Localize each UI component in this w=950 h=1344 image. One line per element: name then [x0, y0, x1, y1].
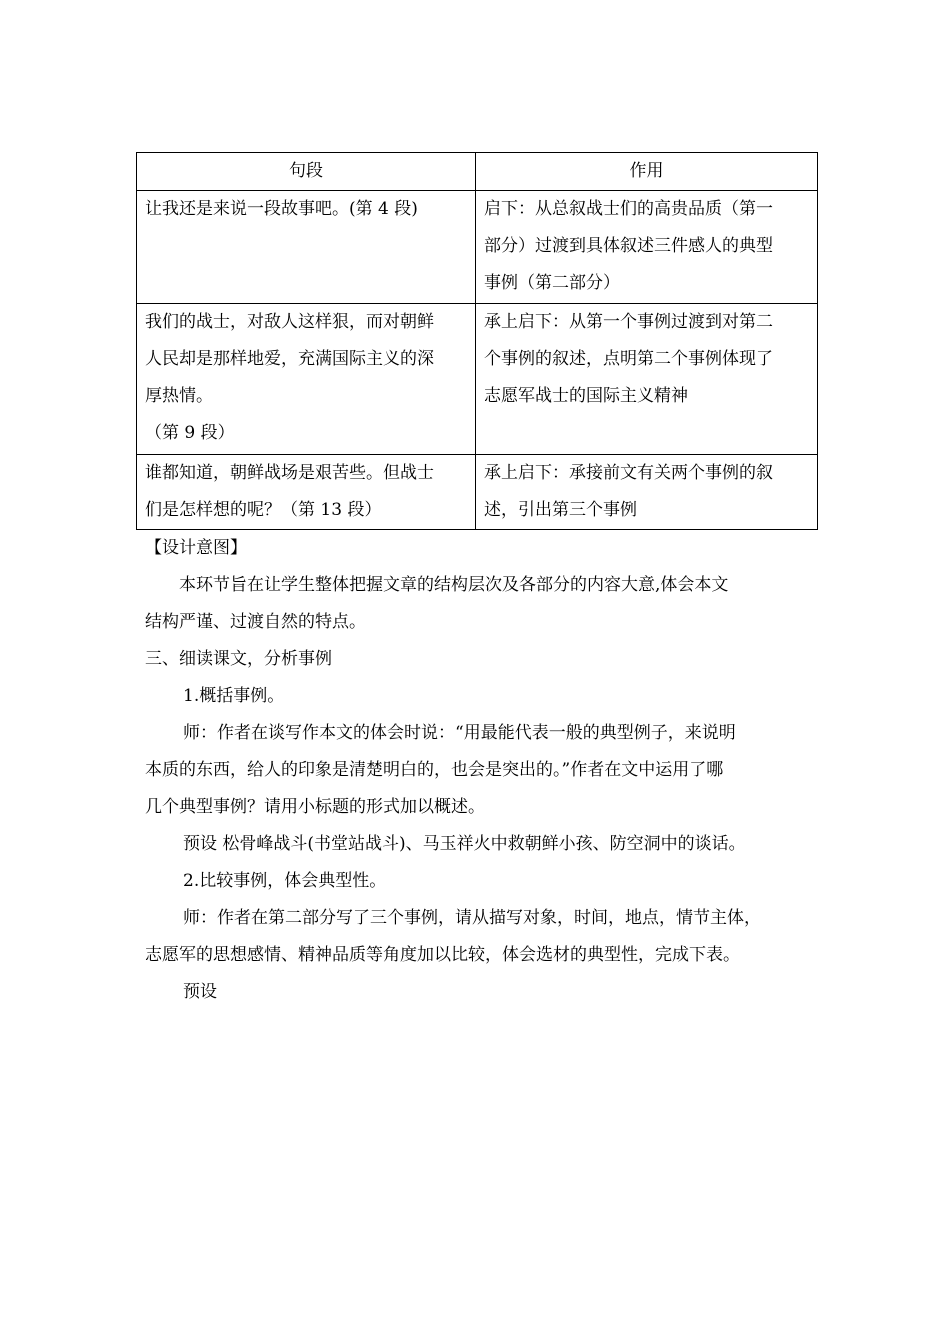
paragraph-line: 本质的东西，给人的印象是清楚明白的，也会是突出的。”作者在文中运用了哪: [145, 760, 724, 780]
cell-line: 事例（第二部分）: [484, 273, 620, 293]
paragraph-line: 志愿军的思想感情、精神品质等角度加以比较，体会选材的典型性，完成下表。: [145, 945, 740, 965]
cell-line: 谁都知道，朝鲜战场是艰苦些。但战士: [145, 463, 434, 483]
section-heading: 三、细读课文，分析事例: [145, 649, 332, 669]
paragraph-line: 师：作者在第二部分写了三个事例，请从描写对象，时间，地点，情节主体，: [183, 908, 761, 928]
cell-line: 们是怎样想的呢？（第 13 段）: [145, 500, 382, 520]
cell-line: 厚热情。: [145, 386, 213, 406]
design-intent-paragraph: [145, 567, 813, 641]
cell-line: 承上启下：承接前文有关两个事例的叙: [484, 463, 773, 483]
cell-line: 让我还是来说一段故事吧。(第 4 段): [145, 199, 418, 219]
paragraph-line: 师：作者在谈写作本文的体会时说：“用最能代表一般的典型例子，来说明: [183, 723, 736, 743]
paragraph-line: 结构严谨、过渡自然的特点。: [145, 612, 366, 632]
sentence-cell: [137, 304, 476, 455]
teacher-paragraph-1: [145, 715, 813, 826]
table-header-row: [137, 153, 818, 191]
cell-line: 志愿军战士的国际主义精神: [484, 386, 688, 406]
cell-line: 承上启下：从第一个事例过渡到对第二: [484, 312, 773, 332]
cell-line: 我们的战士，对敌人这样狠，而对朝鲜: [145, 312, 434, 332]
cell-line: 启下：从总叙战士们的高贵品质（第一: [484, 199, 773, 219]
paragraph-line: 几个典型事例？请用小标题的形式加以概述。: [145, 797, 485, 817]
cell-line: （第 9 段）: [145, 423, 235, 443]
preset-answer-1: 预设 松骨峰战斗(书堂站战斗)、马玉祥火中救朝鲜小孩、防空洞中的谈话。: [183, 834, 746, 854]
sentence-cell: [137, 455, 476, 530]
function-cell: [476, 304, 818, 455]
item-heading-1: 1.概括事例。: [183, 686, 285, 706]
design-intent-heading: 【设计意图】: [145, 538, 247, 558]
sentence-function-table: [136, 152, 818, 530]
paragraph-line: 本环节旨在让学生整体把握文章的结构层次及各部分的内容大意,体会本文: [179, 575, 729, 595]
function-cell: [476, 191, 818, 304]
function-cell: [476, 455, 818, 530]
table-row: [137, 191, 818, 304]
cell-line: 述，引出第三个事例: [484, 500, 637, 520]
table-row: [137, 304, 818, 455]
cell-line: 人民却是那样地爱，充满国际主义的深: [145, 349, 434, 369]
preset-label-2: 预设: [183, 982, 217, 1002]
table-row: [137, 455, 818, 530]
item-heading-2: 2.比较事例，体会典型性。: [183, 871, 387, 891]
cell-line: 部分）过渡到具体叙述三件感人的典型: [484, 236, 773, 256]
header-sentence: 句段: [137, 153, 476, 191]
sentence-cell: [137, 191, 476, 304]
teacher-paragraph-2: [145, 900, 813, 974]
header-function: 作用: [476, 153, 818, 191]
cell-line: 个事例的叙述，点明第二个事例体现了: [484, 349, 773, 369]
